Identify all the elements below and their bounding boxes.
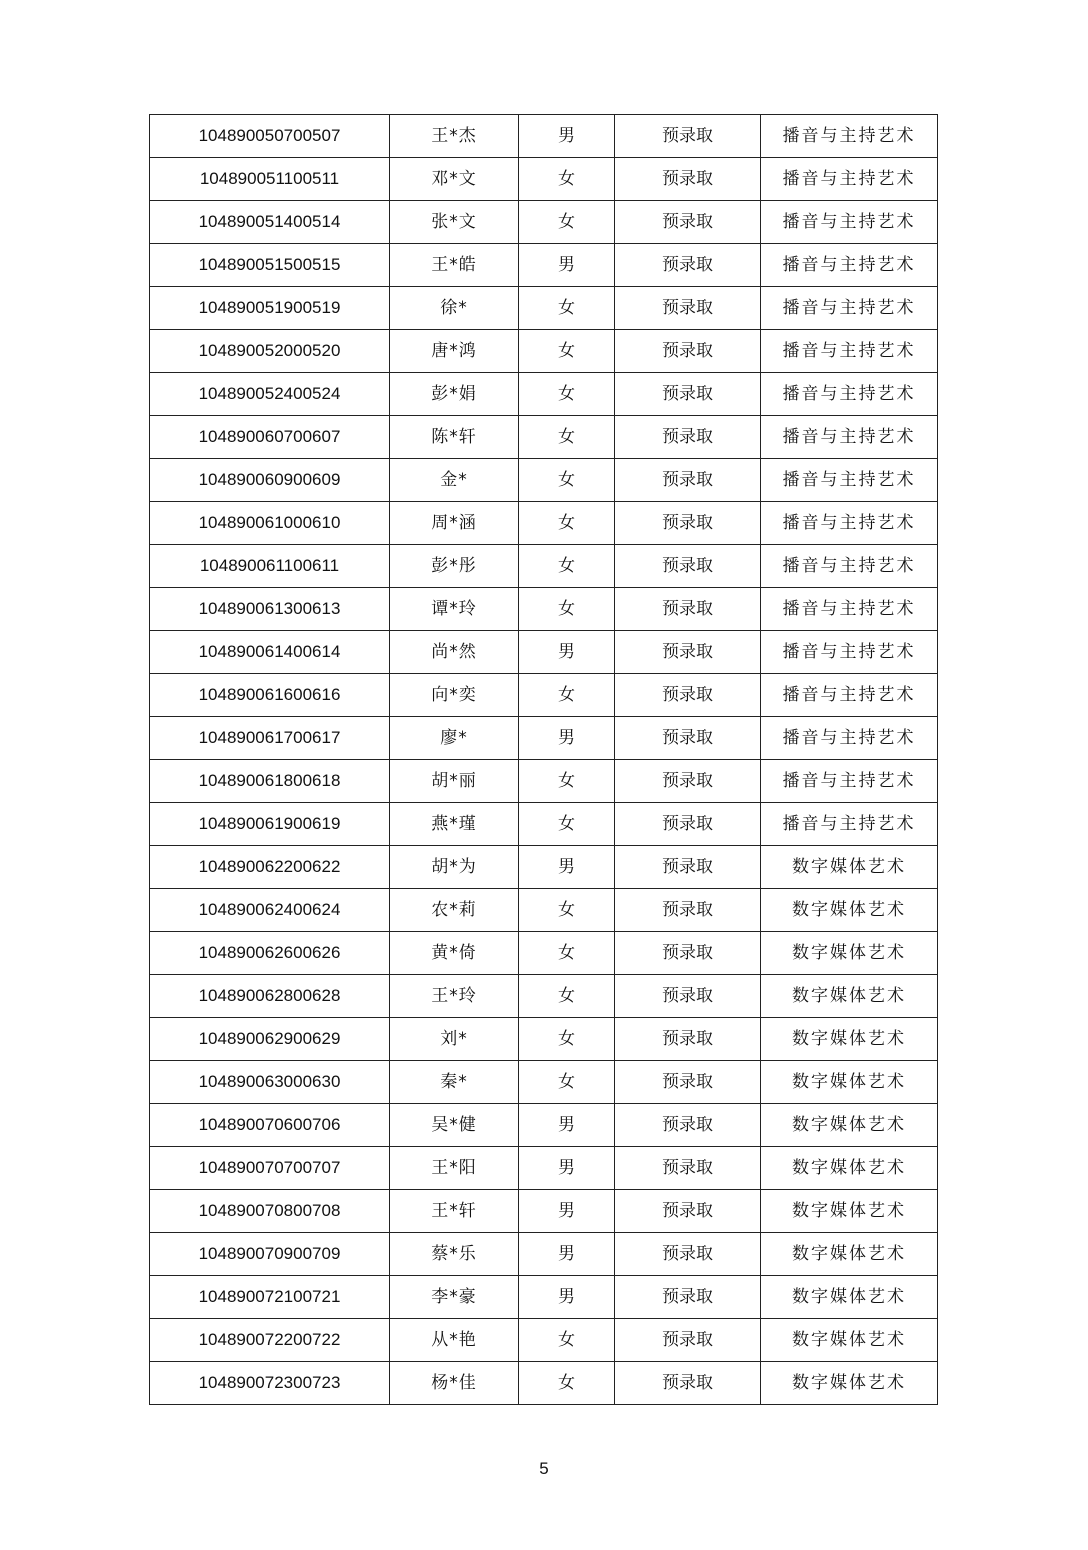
cell-exam-id: 104890060900609 — [150, 459, 390, 502]
table-row — [150, 330, 938, 373]
cell-major: 播音与主持艺术 — [761, 416, 938, 459]
cell-gender: 男 — [519, 1190, 615, 1233]
cell-admission-status: 预录取 — [615, 846, 761, 889]
cell-admission-status: 预录取 — [615, 1018, 761, 1061]
cell-exam-id: 104890072300723 — [150, 1362, 390, 1405]
cell-admission-status: 预录取 — [615, 1233, 761, 1276]
cell-admission-status: 预录取 — [615, 1190, 761, 1233]
cell-admission-status: 预录取 — [615, 244, 761, 287]
cell-gender: 女 — [519, 373, 615, 416]
admission-table — [149, 114, 938, 1405]
cell-student-name: 秦* — [390, 1061, 519, 1104]
cell-admission-status: 预录取 — [615, 330, 761, 373]
cell-admission-status: 预录取 — [615, 373, 761, 416]
cell-admission-status: 预录取 — [615, 1147, 761, 1190]
cell-gender: 女 — [519, 760, 615, 803]
table-row — [150, 1362, 938, 1405]
cell-student-name: 王*皓 — [390, 244, 519, 287]
cell-student-name: 唐*鸿 — [390, 330, 519, 373]
page-number: 5 — [539, 1459, 549, 1478]
cell-student-name: 刘* — [390, 1018, 519, 1061]
cell-admission-status: 预录取 — [615, 674, 761, 717]
cell-exam-id: 104890061000610 — [150, 502, 390, 545]
table-row — [150, 1018, 938, 1061]
cell-exam-id: 104890072200722 — [150, 1319, 390, 1362]
cell-student-name: 谭*玲 — [390, 588, 519, 631]
cell-major: 播音与主持艺术 — [761, 803, 938, 846]
cell-major: 播音与主持艺术 — [761, 545, 938, 588]
cell-gender: 女 — [519, 932, 615, 975]
cell-gender: 男 — [519, 1233, 615, 1276]
cell-gender: 女 — [519, 889, 615, 932]
cell-admission-status: 预录取 — [615, 631, 761, 674]
cell-exam-id: 104890062800628 — [150, 975, 390, 1018]
cell-major: 播音与主持艺术 — [761, 631, 938, 674]
cell-gender: 女 — [519, 674, 615, 717]
table-row — [150, 459, 938, 502]
cell-admission-status: 预录取 — [615, 158, 761, 201]
table-row — [150, 1319, 938, 1362]
cell-student-name: 张*文 — [390, 201, 519, 244]
cell-major: 播音与主持艺术 — [761, 201, 938, 244]
cell-major: 播音与主持艺术 — [761, 158, 938, 201]
cell-student-name: 农*莉 — [390, 889, 519, 932]
cell-major: 数字媒体艺术 — [761, 1233, 938, 1276]
cell-gender: 男 — [519, 115, 615, 158]
cell-admission-status: 预录取 — [615, 975, 761, 1018]
cell-exam-id: 104890070800708 — [150, 1190, 390, 1233]
table-row — [150, 201, 938, 244]
table-row — [150, 588, 938, 631]
cell-major: 数字媒体艺术 — [761, 1061, 938, 1104]
cell-gender: 男 — [519, 244, 615, 287]
cell-major: 数字媒体艺术 — [761, 1104, 938, 1147]
cell-student-name: 王*杰 — [390, 115, 519, 158]
cell-gender: 男 — [519, 631, 615, 674]
cell-exam-id: 104890060700607 — [150, 416, 390, 459]
cell-student-name: 王*玲 — [390, 975, 519, 1018]
cell-admission-status: 预录取 — [615, 1362, 761, 1405]
cell-student-name: 王*阳 — [390, 1147, 519, 1190]
cell-exam-id: 104890061300613 — [150, 588, 390, 631]
cell-exam-id: 104890072100721 — [150, 1276, 390, 1319]
cell-student-name: 金* — [390, 459, 519, 502]
cell-gender: 男 — [519, 1104, 615, 1147]
table-row — [150, 1061, 938, 1104]
cell-gender: 女 — [519, 803, 615, 846]
table-row — [150, 975, 938, 1018]
cell-student-name: 李*豪 — [390, 1276, 519, 1319]
cell-student-name: 王*轩 — [390, 1190, 519, 1233]
cell-exam-id: 104890070900709 — [150, 1233, 390, 1276]
cell-exam-id: 104890062900629 — [150, 1018, 390, 1061]
cell-gender: 男 — [519, 717, 615, 760]
cell-student-name: 尚*然 — [390, 631, 519, 674]
cell-major: 播音与主持艺术 — [761, 760, 938, 803]
cell-exam-id: 104890061600616 — [150, 674, 390, 717]
cell-major: 数字媒体艺术 — [761, 1276, 938, 1319]
cell-gender: 女 — [519, 287, 615, 330]
cell-exam-id: 104890061700617 — [150, 717, 390, 760]
cell-admission-status: 预录取 — [615, 287, 761, 330]
cell-exam-id: 104890061900619 — [150, 803, 390, 846]
cell-student-name: 向*奕 — [390, 674, 519, 717]
cell-admission-status: 预录取 — [615, 115, 761, 158]
table-row — [150, 760, 938, 803]
cell-student-name: 黄*倚 — [390, 932, 519, 975]
cell-admission-status: 预录取 — [615, 717, 761, 760]
cell-admission-status: 预录取 — [615, 1104, 761, 1147]
cell-gender: 女 — [519, 1319, 615, 1362]
cell-exam-id: 104890051400514 — [150, 201, 390, 244]
cell-admission-status: 预录取 — [615, 1319, 761, 1362]
cell-student-name: 陈*轩 — [390, 416, 519, 459]
cell-student-name: 廖* — [390, 717, 519, 760]
table-row — [150, 1276, 938, 1319]
table-row — [150, 416, 938, 459]
cell-student-name: 吴*健 — [390, 1104, 519, 1147]
cell-exam-id: 104890052400524 — [150, 373, 390, 416]
cell-exam-id: 104890051100511 — [150, 158, 390, 201]
cell-exam-id: 104890062200622 — [150, 846, 390, 889]
cell-student-name: 燕*瑾 — [390, 803, 519, 846]
admission-table-body — [150, 115, 938, 1405]
cell-major: 播音与主持艺术 — [761, 502, 938, 545]
cell-exam-id: 104890061800618 — [150, 760, 390, 803]
table-row — [150, 244, 938, 287]
cell-exam-id: 104890061400614 — [150, 631, 390, 674]
cell-student-name: 杨*佳 — [390, 1362, 519, 1405]
table-row — [150, 932, 938, 975]
cell-student-name: 徐* — [390, 287, 519, 330]
cell-student-name: 胡*为 — [390, 846, 519, 889]
cell-admission-status: 预录取 — [615, 889, 761, 932]
cell-exam-id: 104890050700507 — [150, 115, 390, 158]
cell-student-name: 邓*文 — [390, 158, 519, 201]
cell-exam-id: 104890052000520 — [150, 330, 390, 373]
cell-admission-status: 预录取 — [615, 416, 761, 459]
cell-admission-status: 预录取 — [615, 588, 761, 631]
table-row — [150, 373, 938, 416]
cell-major: 数字媒体艺术 — [761, 975, 938, 1018]
cell-gender: 男 — [519, 846, 615, 889]
cell-exam-id: 104890051500515 — [150, 244, 390, 287]
table-row — [150, 1147, 938, 1190]
cell-gender: 女 — [519, 588, 615, 631]
cell-gender: 女 — [519, 201, 615, 244]
table-row — [150, 502, 938, 545]
table-row — [150, 1104, 938, 1147]
table-row — [150, 287, 938, 330]
cell-exam-id: 104890070600706 — [150, 1104, 390, 1147]
cell-exam-id: 104890061100611 — [150, 545, 390, 588]
cell-major: 数字媒体艺术 — [761, 889, 938, 932]
cell-student-name: 周*涵 — [390, 502, 519, 545]
cell-admission-status: 预录取 — [615, 932, 761, 975]
cell-gender: 女 — [519, 502, 615, 545]
cell-admission-status: 预录取 — [615, 459, 761, 502]
cell-gender: 女 — [519, 1362, 615, 1405]
cell-gender: 女 — [519, 975, 615, 1018]
cell-major: 播音与主持艺术 — [761, 459, 938, 502]
cell-major: 播音与主持艺术 — [761, 373, 938, 416]
cell-major: 播音与主持艺术 — [761, 717, 938, 760]
cell-admission-status: 预录取 — [615, 545, 761, 588]
cell-major: 播音与主持艺术 — [761, 588, 938, 631]
cell-major: 数字媒体艺术 — [761, 1147, 938, 1190]
table-row — [150, 1233, 938, 1276]
cell-major: 播音与主持艺术 — [761, 244, 938, 287]
cell-major: 播音与主持艺术 — [761, 330, 938, 373]
cell-admission-status: 预录取 — [615, 201, 761, 244]
cell-student-name: 胡*丽 — [390, 760, 519, 803]
cell-gender: 女 — [519, 545, 615, 588]
table-row — [150, 717, 938, 760]
cell-gender: 女 — [519, 1061, 615, 1104]
cell-student-name: 彭*彤 — [390, 545, 519, 588]
cell-student-name: 从*艳 — [390, 1319, 519, 1362]
cell-major: 播音与主持艺术 — [761, 287, 938, 330]
cell-major: 播音与主持艺术 — [761, 115, 938, 158]
cell-student-name: 彭*娟 — [390, 373, 519, 416]
table-row — [150, 158, 938, 201]
cell-exam-id: 104890063000630 — [150, 1061, 390, 1104]
table-row — [150, 631, 938, 674]
cell-admission-status: 预录取 — [615, 502, 761, 545]
cell-admission-status: 预录取 — [615, 803, 761, 846]
cell-student-name: 蔡*乐 — [390, 1233, 519, 1276]
cell-admission-status: 预录取 — [615, 1061, 761, 1104]
cell-major: 数字媒体艺术 — [761, 1190, 938, 1233]
cell-gender: 男 — [519, 1147, 615, 1190]
table-row — [150, 803, 938, 846]
table-row — [150, 115, 938, 158]
cell-major: 数字媒体艺术 — [761, 1362, 938, 1405]
cell-gender: 女 — [519, 459, 615, 502]
table-row — [150, 674, 938, 717]
cell-exam-id: 104890062400624 — [150, 889, 390, 932]
cell-exam-id: 104890070700707 — [150, 1147, 390, 1190]
cell-gender: 女 — [519, 158, 615, 201]
cell-gender: 男 — [519, 1276, 615, 1319]
cell-gender: 女 — [519, 1018, 615, 1061]
cell-major: 数字媒体艺术 — [761, 1319, 938, 1362]
cell-gender: 女 — [519, 330, 615, 373]
table-row — [150, 889, 938, 932]
cell-exam-id: 104890062600626 — [150, 932, 390, 975]
cell-major: 数字媒体艺术 — [761, 1018, 938, 1061]
table-row — [150, 1190, 938, 1233]
cell-gender: 女 — [519, 416, 615, 459]
table-row — [150, 545, 938, 588]
cell-major: 播音与主持艺术 — [761, 674, 938, 717]
cell-admission-status: 预录取 — [615, 1276, 761, 1319]
cell-major: 数字媒体艺术 — [761, 846, 938, 889]
cell-exam-id: 104890051900519 — [150, 287, 390, 330]
table-row — [150, 846, 938, 889]
cell-admission-status: 预录取 — [615, 760, 761, 803]
cell-major: 数字媒体艺术 — [761, 932, 938, 975]
